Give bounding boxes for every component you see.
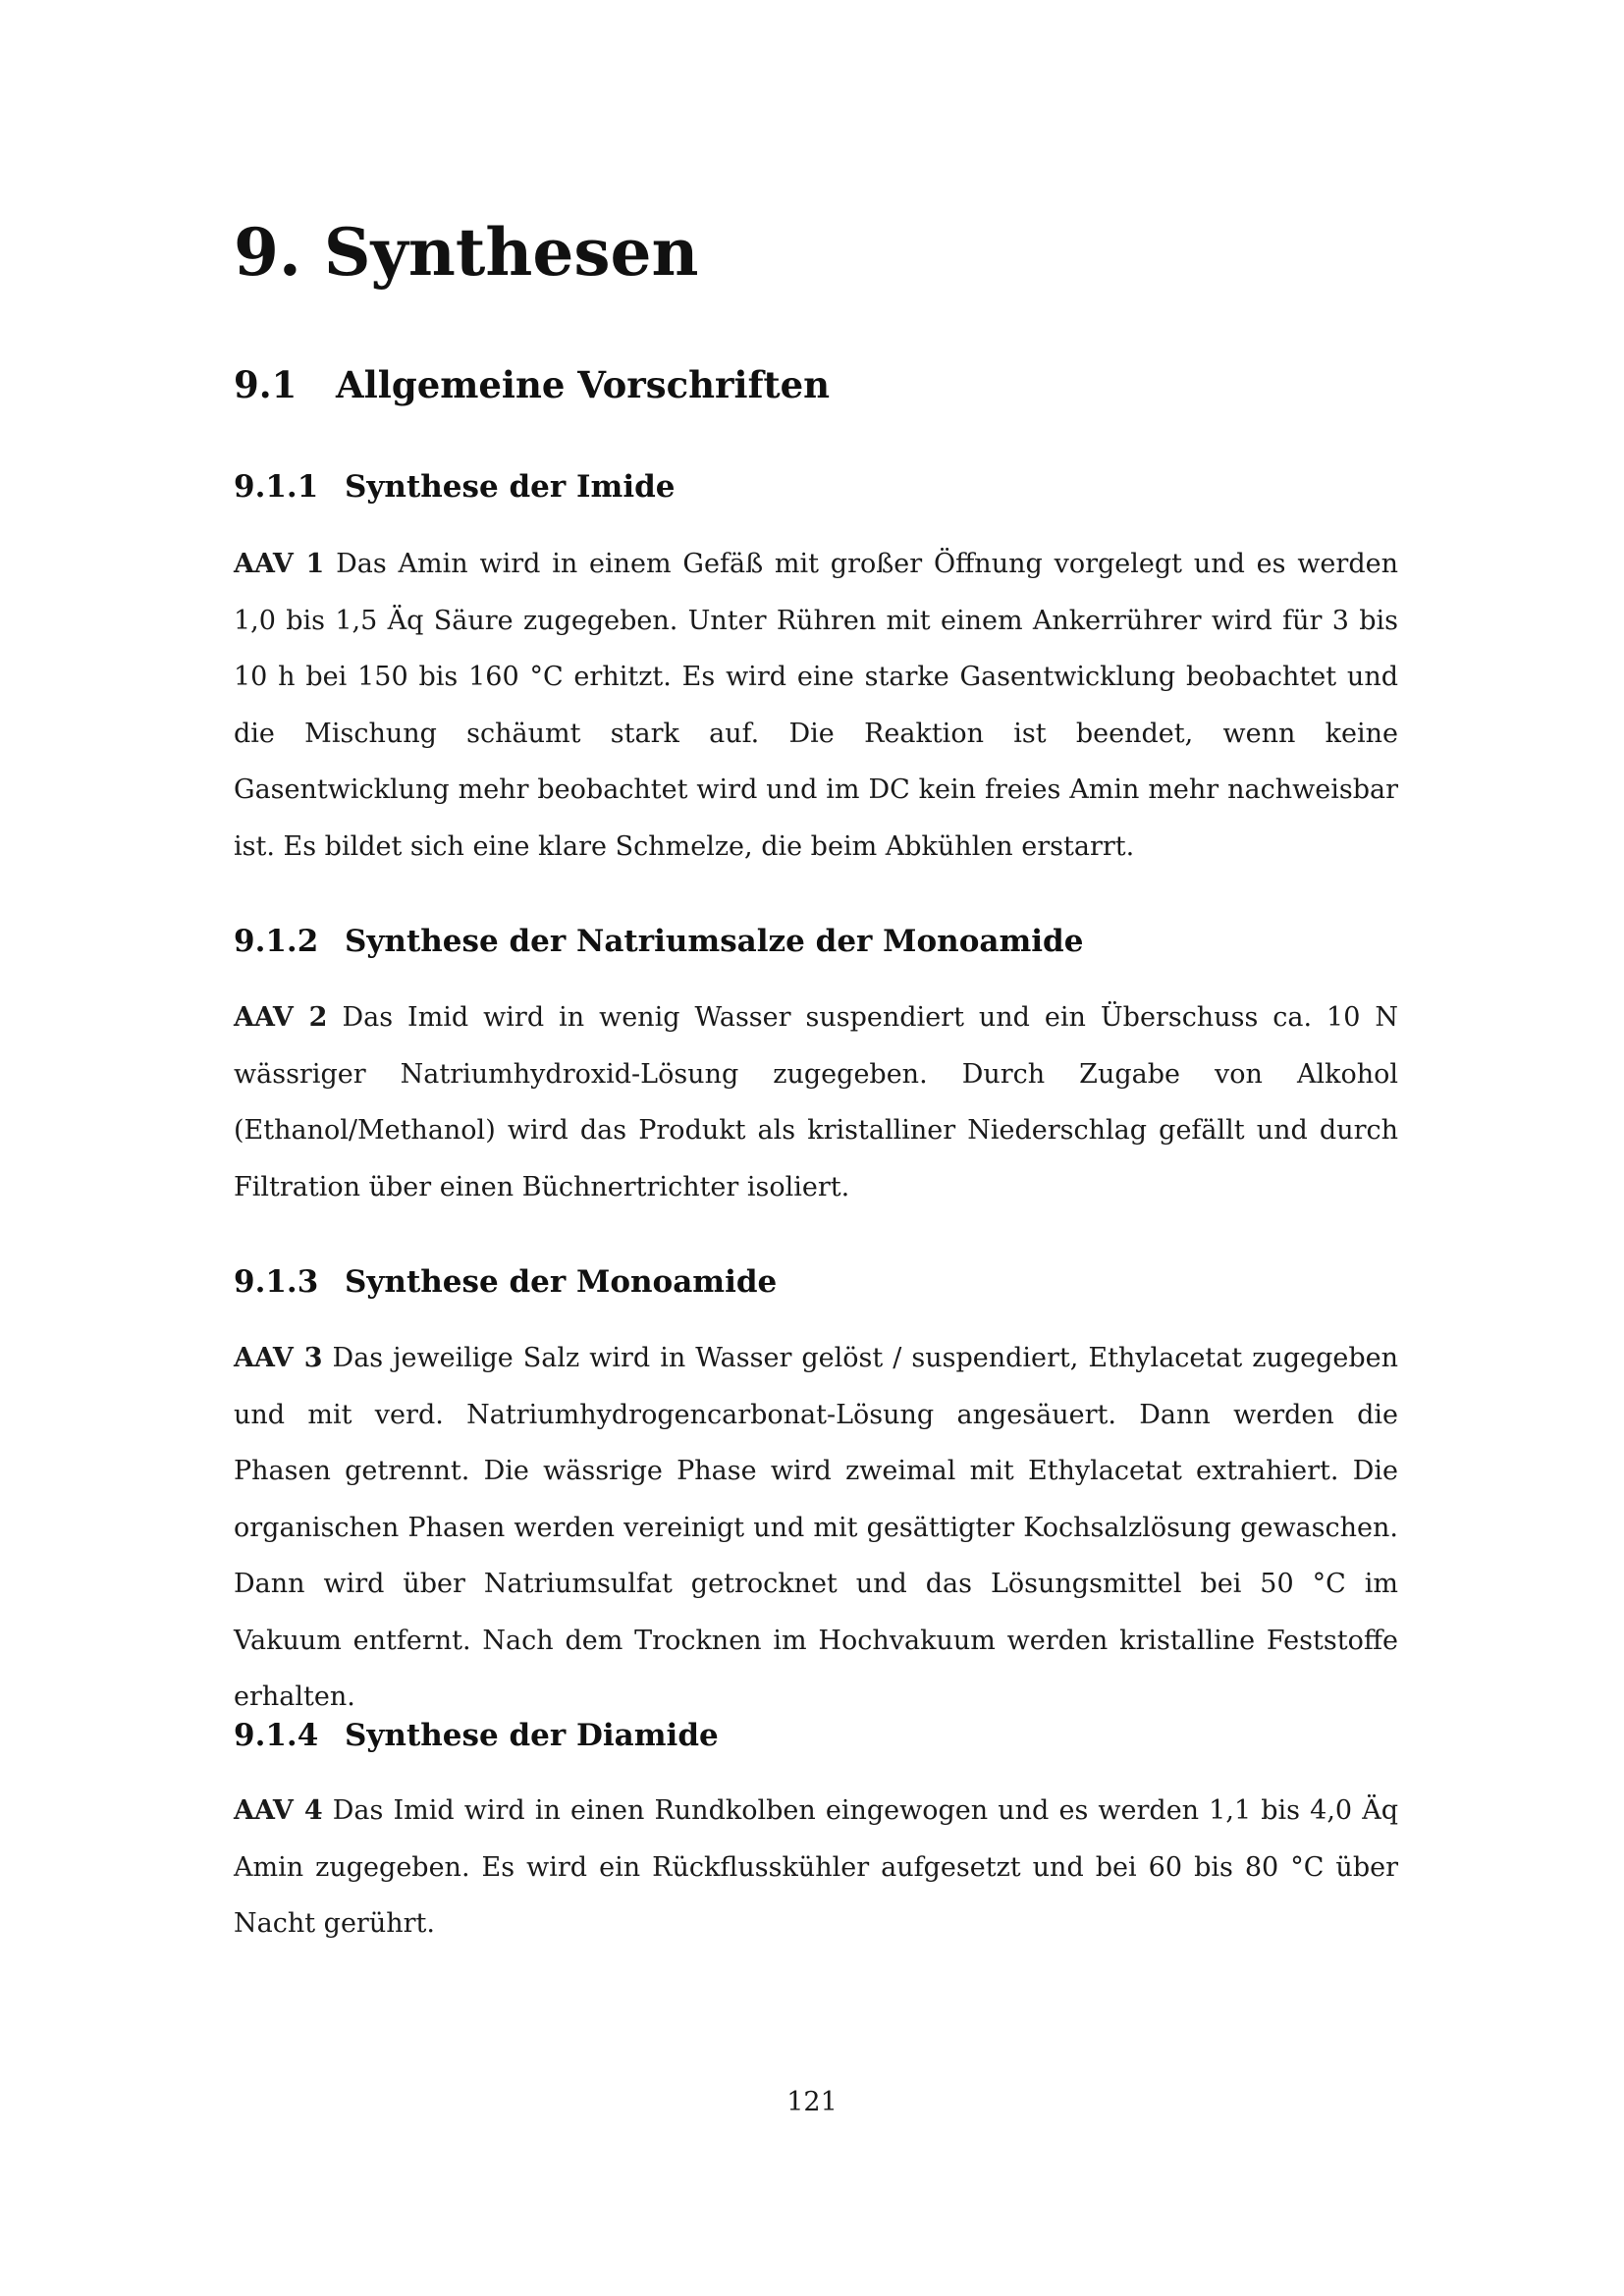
subsection-title: Synthese der Imide xyxy=(345,469,676,505)
subsection-number: 9.1.2 xyxy=(234,924,319,959)
procedure-paragraph-3 xyxy=(234,1330,1398,1726)
subsection-number: 9.1.1 xyxy=(234,469,319,505)
subsection-title: Synthese der Diamide xyxy=(345,1718,719,1753)
page-number: 121 xyxy=(786,2087,838,2117)
subsection-title: Synthese der Natriumsalze der Monoamide xyxy=(345,924,1084,959)
chapter-number: 9. xyxy=(234,214,301,291)
procedure-text: Das jeweilige Salz wird in Wasser gelöst / suspendiert, Ethylacetat zugegeben und mit verd. Natriumhydrogencarbonat-Lösung angesäuert. Dann werden die Phasen getrennt. Die wässrige Phase wird zweimal mit Ethylacetat extrahiert. Die organischen Phasen werden vereinigt und mit gesättigter Kochsalzlösung gewaschen. Dann wird über Natriumsulfat getrocknet und das Lösungsmittel bei 50 °C im Vakuum entfernt. Nach dem Trocknen im Hochvakuum werden kristalline Feststoffe erhalten. xyxy=(234,1343,1398,1712)
subsection-heading-3 xyxy=(234,1264,778,1300)
procedure-label: AAV 1 xyxy=(234,549,325,579)
section-title: Allgemeine Vorschriften xyxy=(336,363,831,406)
procedure-text: Das Amin wird in einem Gefäß mit großer Öffnung vorgelegt und es werden 1,0 bis 1,5 Äq Säure zugegeben. Unter Rühren mit einem Ankerrührer wird für 3 bis 10 h bei 150 bis 160 °C erhitzt. Es wird eine starke Gasentwicklung beobachtet und die Mischung schäumt stark auf. Die Reaktion ist beendet, wenn keine Gasentwicklung mehr beobachtet wird und im DC kein freies Amin mehr nachweisbar ist. Es bildet sich eine klare Schmelze, die beim Abkühlen erstarrt. xyxy=(234,549,1398,862)
subsection-title: Synthese der Monoamide xyxy=(345,1264,778,1300)
procedure-label: AAV 3 xyxy=(234,1343,323,1373)
chapter-heading xyxy=(234,214,699,291)
procedure-paragraph-2 xyxy=(234,989,1398,1215)
procedure-text: Das Imid wird in einen Rundkolben eingewogen und es werden 1,1 bis 4,0 Äq Amin zugegeben. Es wird ein Rückflusskühler aufgesetzt und bei 60 bis 80 °C über Nacht gerührt. xyxy=(234,1795,1398,1939)
procedure-text: Das Imid wird in wenig Wasser suspendiert und ein Überschuss ca. 10 N wässriger Natriumhydroxid-Lösung zugegeben. Durch Zugabe von Alkohol (Ethanol/Methanol) wird das Produkt als kristalliner Niederschlag gefällt und durch Filtration über einen Büchnertrichter isoliert. xyxy=(234,1002,1398,1202)
subsection-number: 9.1.4 xyxy=(234,1718,319,1753)
section-number: 9.1 xyxy=(234,363,298,406)
section-heading xyxy=(234,363,831,406)
subsection-number: 9.1.3 xyxy=(234,1264,319,1300)
procedure-label: AAV 2 xyxy=(234,1002,328,1033)
chapter-title: Synthesen xyxy=(323,214,699,291)
subsection-heading-1 xyxy=(234,469,676,505)
subsection-heading-2 xyxy=(234,924,1084,959)
procedure-paragraph-4 xyxy=(234,1783,1398,1952)
subsection-heading-4 xyxy=(234,1718,719,1753)
procedure-label: AAV 4 xyxy=(234,1795,323,1826)
procedure-paragraph-1 xyxy=(234,536,1398,875)
